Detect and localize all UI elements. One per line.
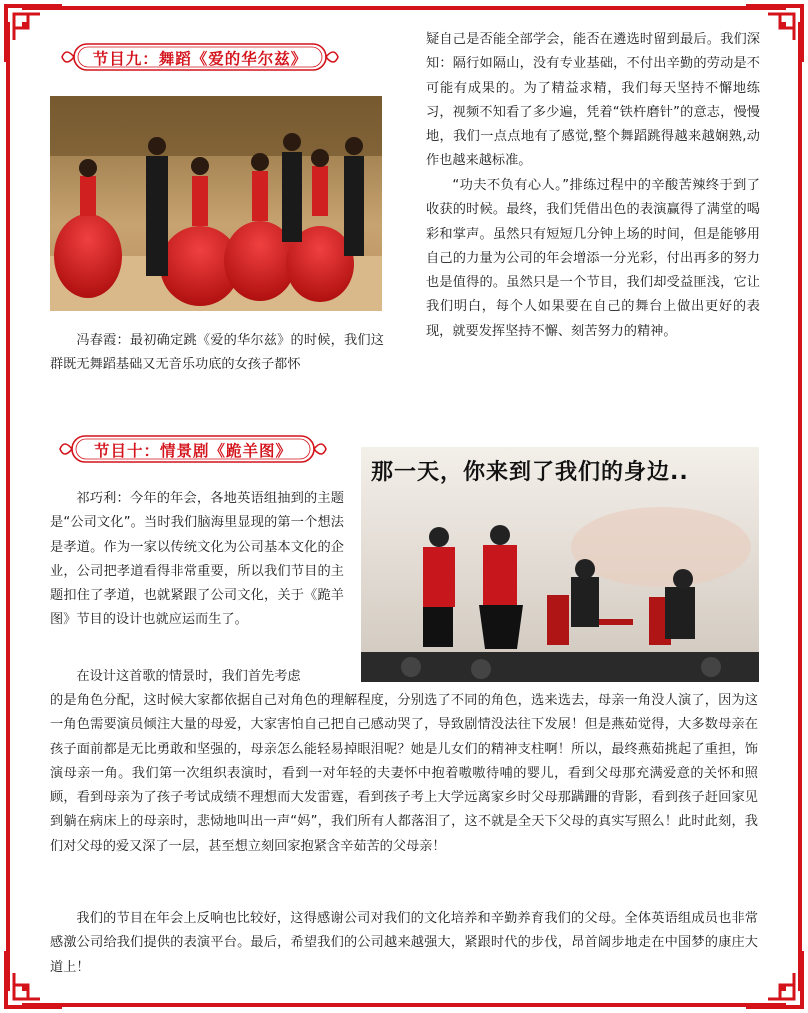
- section10-paragraph-1: 祁巧利：今年的年会，各地英语组抽到的主题是“公司文化”。当时我们脑海里显现的第一个想法是孝道。作为一家以传统文化为公司基本文化的企业，公司把孝道看得非常重要，所以我们节目的主题扣住了孝道，也就紧跟了公司文化，关于《跪羊图》节目的设计也就应运而生了。: [50, 491, 344, 628]
- dance-photo: [50, 96, 382, 311]
- page-border-bottom: [22, 1003, 786, 1007]
- section10-paragraph-2b: 的是角色分配，这时候大家都依据自己对角色的理解程度，分别选了不同的角色，选来选去，母亲一角没人演了，因为这一角色需要演员倾注大量的母爱，大家害怕自己把自己感动哭了，导致剧情没法往下发展！但是燕茹觉得，大多数母亲在孩子面前都是无比勇敢和坚强的，母亲怎么能轻易掉眼泪呢？她是儿女们的精神支柱啊！所以，最终燕茹挑起了重担，饰演母亲一角。我们第一次组织表演时，看到一对年轻的夫妻怀中抱着嗷嗷待哺的婴儿，看到父母那充满爱意的关怀和照顾，看到母亲为了孩子考试成绩不理想而大发雷霆，看到孩子考上大学远离家乡时父母那蹒跚的背影，看到孩子赶回家见到躺在病床上的母亲时，悲恸地叫出一声“妈”，我们所有人都落泪了，这不就是全天下父母的真实写照么！此时此刻，我们对父母的爱又深了一层，甚至想立刻回家抱紧含辛茹苦的父母亲！: [50, 693, 758, 854]
- screen-caption: 那一天，你来到了我们的身边..: [371, 460, 689, 485]
- section9-title: 节目九：舞蹈《爱的华尔兹》: [92, 49, 308, 68]
- drama-photo: [361, 447, 759, 682]
- page-border-top: [22, 6, 786, 10]
- section9-right-paragraph-1: 疑自己是否能全部学会，能否在遴选时留到最后。我们深知：隔行如隔山，没有专业基础，不付出辛勤的劳动是不可能有成果的。为了精益求精，我们每天坚持不懈地练习，视频不知看了多少遍，凭着“铁杵磨针”的意志，慢慢地，我们一点点地有了感觉,整个舞蹈跳得越来越娴熟,动作也越来越标准。: [426, 32, 760, 169]
- page-border-left: [6, 22, 10, 991]
- section10-paragraph-2a: 在设计这首歌的情景时，我们首先考虑: [76, 669, 301, 684]
- section9-right-paragraph-2: “功夫不负有心人。”排练过程中的辛酸苦辣终于到了收获的时候。最终，我们凭借出色的表演赢得了满堂的喝彩和掌声。虽然只有短短几分钟上场的时间，但是能够用自己的力量为公司的年会增添一分光彩，付出再多的努力也是值得的。虽然只是一个节目，我们却受益匪浅，它让我们明白，每个人如果要在自己的舞台上做出更好的表现，就要发挥坚持不懈、刻苦努力的精神。: [426, 178, 760, 339]
- page-border-right: [798, 22, 802, 991]
- section10-paragraph-3: 我们的节目在年会上反响也比较好，这得感谢公司对我们的文化培养和辛勤养育我们的父母。全体英语组成员也非常感激公司给我们提供的表演平台。最后，希望我们的公司越来越强大，紧跟时代的步伐，昂首阔步地走在中国梦的康庄大道上！: [50, 911, 758, 975]
- corner-ornament-icon: [0, 0, 62, 62]
- section9-caption: 冯春霞：最初确定跳《爱的华尔兹》的时候，我们这群既无舞蹈基础又无音乐功底的女孩子都怀: [50, 333, 384, 373]
- section10-title: 节目十：情景剧《跪羊图》: [93, 441, 292, 460]
- section10-title-banner: [58, 432, 328, 466]
- section9-title-banner: [60, 40, 340, 74]
